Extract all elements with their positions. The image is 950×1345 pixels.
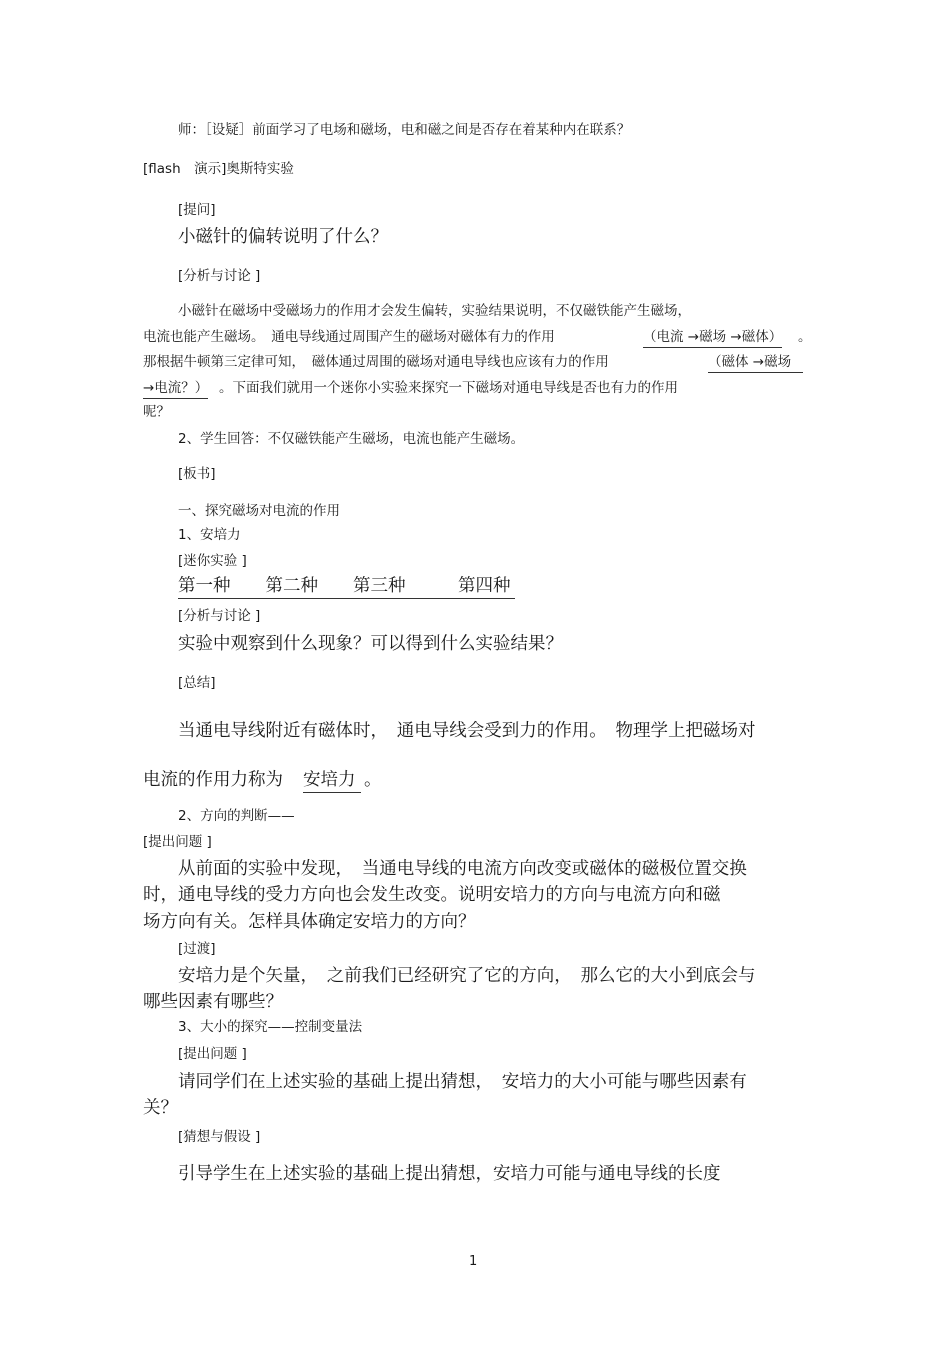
paragraph-line: 请同学们在上述实验的基础上提出猜想， 安培力的大小可能与哪些因素有	[178, 1072, 747, 1092]
page-number: 1	[469, 1254, 478, 1269]
section-tag-summary: [总结]	[178, 675, 216, 691]
paragraph-line: 时，通电导线的受力方向也会发生改变。说明安培力的方向与电流方向和磁	[143, 885, 721, 905]
question-text: 实验中观察到什么现象？可以得到什么实验结果？	[178, 634, 563, 654]
answer-text: （磁体 →磁场	[708, 356, 803, 373]
heading-1: 一、探究磁场对电流的作用	[178, 503, 340, 519]
answer-text: （电流 →磁场 →磁体）	[643, 331, 782, 348]
answer-text: 安培力	[303, 772, 361, 793]
paragraph-line: 安培力是个矢量， 之前我们已经研究了它的方向， 那么它的大小到底会与	[178, 966, 756, 986]
underlined-answer	[643, 331, 782, 348]
paragraph-line: 从前面的实验中发现， 当通电导线的电流方向改变或磁体的磁极位置交换	[178, 859, 747, 879]
paragraph-line: 关？	[143, 1098, 178, 1118]
experiment-options	[178, 578, 515, 599]
flash-demo-line: [flash 演示]奥斯特实验	[143, 161, 294, 177]
section-tag-question: [提出问题 ]	[143, 834, 212, 850]
section-tag-transition: [过渡]	[178, 941, 216, 957]
paragraph-line: 。下面我们就用一个迷你小实验来探究一下磁场对通电导线是否也有力的作用	[219, 380, 678, 396]
section-tag-hypothesis: [猜想与假设 ]	[178, 1129, 261, 1145]
punctuation: 。	[364, 770, 382, 790]
section-tag-ask: [提问]	[178, 202, 216, 218]
answer-text: →电流？）	[143, 382, 208, 399]
section-tag-question: [提出问题 ]	[178, 1046, 247, 1062]
section-tag-analysis: [分析与讨论 ]	[178, 268, 261, 284]
heading-1-3: 3、大小的探究——控制变量法	[178, 1019, 363, 1035]
summary-line: 电流的作用力称为	[143, 770, 283, 790]
question-text: 小磁针的偏转说明了什么？	[178, 227, 388, 247]
paragraph-line: 呢？	[143, 404, 170, 420]
underlined-answer	[303, 772, 361, 793]
section-tag-analysis: [分析与讨论 ]	[178, 608, 261, 624]
section-tag-mini-experiment: [迷你实验 ]	[178, 553, 247, 569]
heading-1-2: 2、方向的判断——	[178, 808, 295, 824]
section-tag-board: [板书]	[178, 466, 216, 482]
underlined-answer	[708, 356, 803, 373]
punctuation: 。	[798, 329, 812, 345]
paragraph-line: 电流也能产生磁场。 通电导线通过周围产生的磁场对磁体有力的作用	[143, 329, 555, 345]
paragraph-line: 那根据牛顿第三定律可知， 磁体通过周围的磁场对通电导线也应该有力的作用	[143, 354, 609, 370]
experiment-options-text: 第一种 第二种 第三种 第四种	[178, 578, 515, 599]
question-line: 师：［设疑］前面学习了电场和磁场，电和磁之间是否存在着某种内在联系？	[178, 122, 631, 138]
heading-1-1: 1、安培力	[178, 527, 241, 543]
student-answer: 2、学生回答：不仅磁铁能产生磁场，电流也能产生磁场。	[178, 431, 525, 447]
paragraph-line: 小磁针在磁场中受磁场力的作用才会发生偏转，实验结果说明，不仅磁铁能产生磁场，	[178, 303, 691, 319]
paragraph-line: 哪些因素有哪些？	[143, 992, 283, 1012]
paragraph-line: 场方向有关。怎样具体确定安培力的方向？	[143, 912, 476, 932]
underlined-answer	[143, 382, 208, 399]
summary-line: 当通电导线附近有磁体时， 通电导线会受到力的作用。 物理学上把磁场对	[178, 721, 756, 741]
paragraph-line: 引导学生在上述实验的基础上提出猜想，安培力可能与通电导线的长度	[178, 1164, 721, 1184]
